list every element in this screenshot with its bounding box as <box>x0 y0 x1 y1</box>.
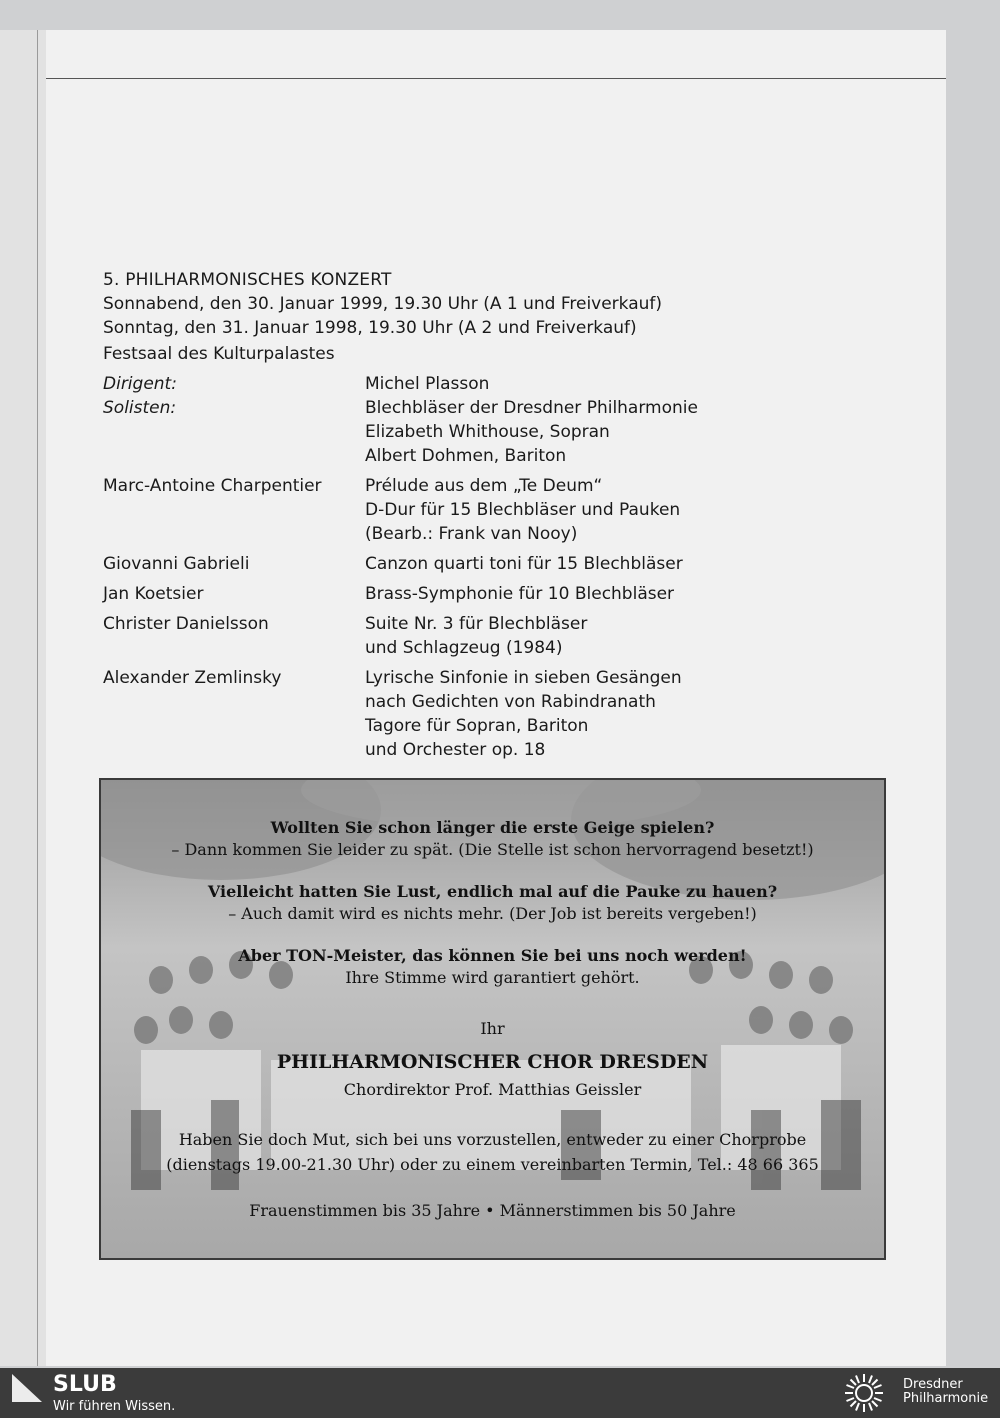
concert-date-1: Sonnabend, den 30. Januar 1999, 19.30 Uhr (A 1 und Freiverkauf) <box>103 294 663 314</box>
program-label: Solisten: <box>103 398 177 418</box>
program-line: nach Gedichten von Rabindranath <box>365 692 656 712</box>
philharmonie-name-line-1: Dresdner <box>903 1377 963 1392</box>
program-line: Prélude aus dem „Te Deum“ <box>365 476 603 496</box>
choir-name: PHILHARMONISCHER CHOR DRESDEN <box>276 1051 709 1073</box>
slub-name: SLUB <box>53 1372 117 1397</box>
concert-program <box>103 268 803 762</box>
ad-question-2: Vielleicht hatten Sie Lust, endlich mal auf die Pauke zu hauen? <box>207 882 778 901</box>
program-row <box>103 552 803 576</box>
ad-answer-2: – Auch damit wird es nichts mehr. (Der Job ist bereits vergeben!) <box>228 904 757 923</box>
concert-title: 5. PHILHARMONISCHES KONZERT <box>103 270 392 290</box>
ad-question-1: Wollten Sie schon länger die erste Geige spielen? <box>270 818 715 837</box>
program-row <box>103 666 803 762</box>
slub-logo-icon <box>12 1374 42 1402</box>
ad-text <box>101 780 884 1222</box>
ad-age-limits: Frauenstimmen bis 35 Jahre • Männerstimmen bis 50 Jahre <box>249 1201 736 1220</box>
program-row <box>103 372 803 396</box>
ad-ihr: Ihr <box>480 1019 505 1038</box>
slub-tagline: Wir führen Wissen. <box>53 1399 176 1414</box>
program-line: und Schlagzeug (1984) <box>365 638 563 658</box>
top-rule <box>46 78 946 79</box>
program-line: Albert Dohmen, Bariton <box>365 446 567 466</box>
program-row <box>103 396 803 468</box>
program-label: Christer Danielsson <box>103 614 269 634</box>
program-line: Tagore für Sopran, Bariton <box>365 716 589 736</box>
program-line: Brass-Symphonie für 10 Blechbläser <box>365 584 675 604</box>
program-row <box>103 474 803 546</box>
program-label: Marc-Antoine Charpentier <box>103 476 322 496</box>
concert-date-2: Sonntag, den 31. Januar 1998, 19.30 Uhr (A 2 und Freiverkauf) <box>103 318 637 338</box>
ad-question-3: Aber TON-Meister, das können Sie bei uns noch werden! <box>238 946 747 965</box>
program-line: Suite Nr. 3 für Blechbläser <box>365 614 588 634</box>
concert-venue: Festsaal des Kulturpalastes <box>103 344 335 364</box>
ad-answer-3: Ihre Stimme wird garantiert gehört. <box>345 968 640 987</box>
program-line: D-Dur für 15 Blechbläser und Pauken <box>365 500 681 520</box>
program-line: Blechbläser der Dresdner Philharmonie <box>365 398 698 418</box>
program-label: Dirigent: <box>103 374 177 394</box>
philharmonie-name-line-2: Philharmonie <box>903 1391 989 1406</box>
program-row <box>103 582 803 606</box>
program-label: Alexander Zemlinsky <box>103 668 282 688</box>
sunburst-logo-icon <box>843 1372 885 1414</box>
ad-answer-1: – Dann kommen Sie leider zu spät. (Die Stelle ist schon hervorragend besetzt!) <box>171 840 814 859</box>
program-line: Elizabeth Whithouse, Sopran <box>365 422 610 442</box>
footer-bar <box>0 1368 1000 1418</box>
program-label: Giovanni Gabrieli <box>103 554 250 574</box>
program-label: Jan Koetsier <box>103 584 204 604</box>
choir-advertisement <box>99 778 886 1260</box>
program-line: Lyrische Sinfonie in sieben Gesängen <box>365 668 682 688</box>
program-line: (Bearb.: Frank van Nooy) <box>365 524 578 544</box>
ad-invite-line-2: (dienstags 19.00-21.30 Uhr) oder zu einem vereinbarten Termin, Tel.: 48 66 365 <box>166 1155 819 1174</box>
program-line: Canzon quarti toni für 15 Blechbläser <box>365 554 683 574</box>
program-row <box>103 612 803 660</box>
program-line: und Orchester op. 18 <box>365 740 546 760</box>
choir-director: Chordirektor Prof. Matthias Geissler <box>343 1080 642 1099</box>
program-line: Michel Plasson <box>365 374 490 394</box>
philharmonie-name <box>903 1378 988 1406</box>
ad-invite-line-1: Haben Sie doch Mut, sich bei uns vorzustellen, entweder zu einer Chorprobe <box>178 1130 807 1149</box>
previous-page-edge <box>0 30 46 1366</box>
